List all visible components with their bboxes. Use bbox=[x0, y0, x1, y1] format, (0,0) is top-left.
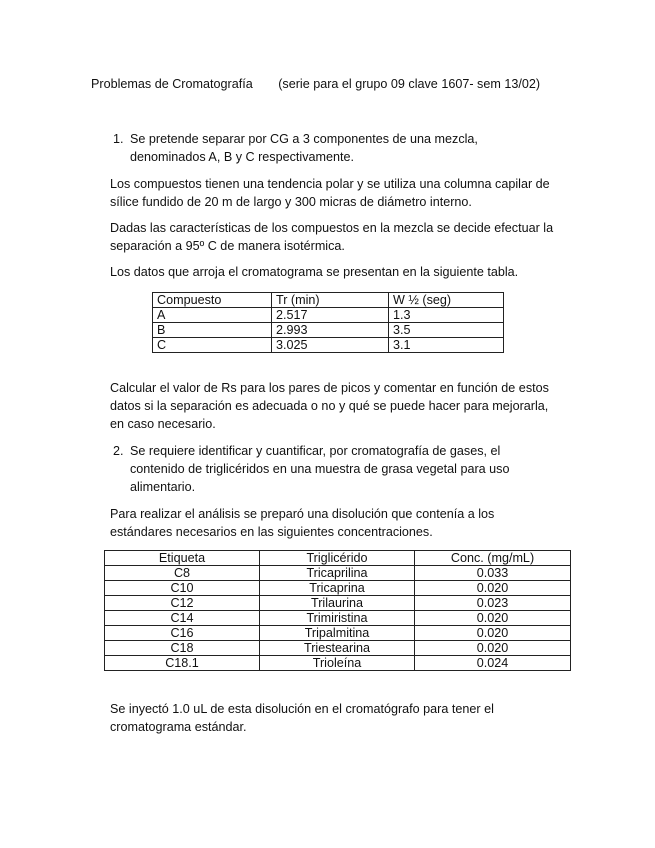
text-line: Los compuestos tienen una tendencia polar y se utiliza una columna capilar de bbox=[110, 177, 550, 191]
cell: C10 bbox=[105, 581, 260, 596]
header-cell: Triglicérido bbox=[260, 551, 415, 566]
table-row bbox=[105, 611, 571, 626]
cell: 1.3 bbox=[389, 308, 504, 323]
header-cell: Compuesto bbox=[153, 293, 272, 308]
header-cell: Tr (min) bbox=[272, 293, 389, 308]
table-row bbox=[153, 323, 504, 338]
text-line: Se requiere identificar y cuantificar, por cromatografía de gases, el bbox=[130, 444, 501, 458]
text-line: Dadas las características de los compuestos en la mezcla se decide efectuar la bbox=[110, 221, 554, 235]
text-line: Para realizar el análisis se preparó una disolución que contenía a los bbox=[110, 507, 495, 521]
cell: 0.020 bbox=[415, 641, 571, 656]
cell: Tricaprina bbox=[260, 581, 415, 596]
cell: C12 bbox=[105, 596, 260, 611]
cell: 3.1 bbox=[389, 338, 504, 353]
header-cell: Conc. (mg/mL) bbox=[415, 551, 571, 566]
paragraph bbox=[110, 505, 494, 541]
table-header-row bbox=[153, 293, 504, 308]
cell: 3.025 bbox=[272, 338, 389, 353]
table-row bbox=[153, 338, 504, 353]
paragraph bbox=[110, 219, 553, 255]
cell: 0.024 bbox=[415, 656, 571, 671]
problem-number: 2. bbox=[113, 444, 124, 458]
text-line: contenido de triglicéridos en una muestra de grasa vegetal para uso bbox=[130, 462, 510, 476]
text-line: separación a 95º C de manera isotérmica. bbox=[110, 239, 345, 253]
table-row bbox=[105, 641, 571, 656]
cell: C18.1 bbox=[105, 656, 260, 671]
cell: A bbox=[153, 308, 272, 323]
paragraph bbox=[110, 263, 518, 281]
table-row bbox=[153, 308, 504, 323]
cell: 0.020 bbox=[415, 581, 571, 596]
page-header bbox=[91, 75, 540, 93]
text-line: Los datos que arroja el cromatograma se presentan en la siguiente tabla. bbox=[110, 265, 519, 279]
cell: Trilaurina bbox=[260, 596, 415, 611]
table-row bbox=[105, 566, 571, 581]
paragraph bbox=[110, 379, 549, 433]
cell: 0.020 bbox=[415, 626, 571, 641]
cell: C8 bbox=[105, 566, 260, 581]
text-line: denominados A, B y C respectivamente. bbox=[130, 150, 355, 164]
cell: Trimiristina bbox=[260, 611, 415, 626]
cell: 3.5 bbox=[389, 323, 504, 338]
text-line: Se pretende separar por CG a 3 componentes de una mezcla, bbox=[130, 132, 478, 146]
table-row bbox=[105, 596, 571, 611]
cell: 0.023 bbox=[415, 596, 571, 611]
cell: 0.020 bbox=[415, 611, 571, 626]
text-line: estándares necesarios en las siguientes concentraciones. bbox=[110, 525, 433, 539]
cell: C bbox=[153, 338, 272, 353]
cell: 2.517 bbox=[272, 308, 389, 323]
paragraph bbox=[110, 175, 550, 211]
text-line: cromatograma estándar. bbox=[110, 720, 247, 734]
cell: C18 bbox=[105, 641, 260, 656]
text-line: Calcular el valor de Rs para los pares de picos y comentar en función de estos bbox=[110, 381, 549, 395]
cell: C14 bbox=[105, 611, 260, 626]
table-row bbox=[105, 626, 571, 641]
cell: 0.033 bbox=[415, 566, 571, 581]
doc-subtitle: (serie para el grupo 09 clave 1607- sem 13/02) bbox=[278, 77, 541, 91]
text-line: Se inyectó 1.0 uL de esta disolución en el cromatógrafo para tener el bbox=[110, 702, 494, 716]
problem-number: 1. bbox=[113, 132, 124, 146]
cell: Tricaprilina bbox=[260, 566, 415, 581]
text-line: alimentario. bbox=[130, 480, 196, 494]
table-row bbox=[105, 656, 571, 671]
header-cell: Etiqueta bbox=[105, 551, 260, 566]
problem-2-statement bbox=[113, 442, 509, 496]
text-line: sílice fundido de 20 m de largo y 300 micras de diámetro interno. bbox=[110, 195, 472, 209]
text-line: datos si la separación es adecuada o no y qué se puede hacer para mejorarla, bbox=[110, 399, 549, 413]
retention-table bbox=[152, 292, 504, 353]
cell: 2.993 bbox=[272, 323, 389, 338]
table-row bbox=[105, 581, 571, 596]
text-line: en caso necesario. bbox=[110, 417, 216, 431]
cell: C16 bbox=[105, 626, 260, 641]
cell: Trioleína bbox=[260, 656, 415, 671]
problem-1-statement bbox=[113, 130, 478, 166]
standards-table bbox=[104, 550, 571, 671]
paragraph bbox=[110, 700, 494, 736]
cell: Triestearina bbox=[260, 641, 415, 656]
table-header-row bbox=[105, 551, 571, 566]
doc-title: Problemas de Cromatografía bbox=[91, 77, 253, 91]
header-cell: W ½ (seg) bbox=[389, 293, 504, 308]
cell: Tripalmitina bbox=[260, 626, 415, 641]
cell: B bbox=[153, 323, 272, 338]
